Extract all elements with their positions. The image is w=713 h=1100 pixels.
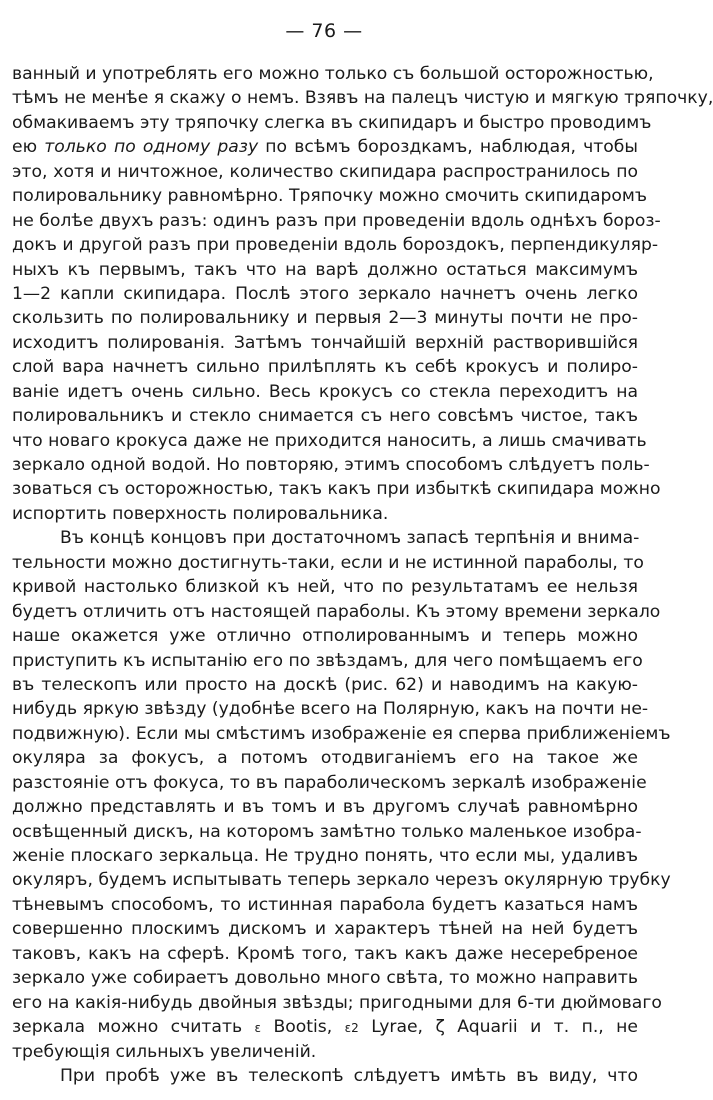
text-line: приступить къ испытанію его по звѣздамъ, для чего помѣщаемъ его	[12, 650, 643, 671]
text-line: ванный и употреблять его можно только съ большой осторожностью,	[12, 64, 654, 84]
paragraph-2	[12, 526, 671, 1064]
text-line: должно представлять и въ томъ и въ другомъ случаѣ равномѣрно	[12, 797, 638, 818]
text-line: таковъ, какъ на сферѣ. Кромѣ того, такъ какъ даже несеребреное	[12, 943, 638, 964]
text-line: окуляръ, будемъ испытывать теперь зеркало черезъ окулярную трубку	[12, 870, 671, 891]
text-line: его на какія-нибудь двойныя звѣзды; пригодными для 6-ти дюймоваго	[12, 992, 662, 1013]
text-segment: по всѣмъ бороздкамъ, наблюдая, чтобы	[258, 137, 638, 158]
text-segment: Bootis,	[261, 1017, 345, 1038]
text-line: полировальникъ и стекло снимается съ него совсѣмъ чистое, такъ	[12, 406, 638, 427]
text-line: кривой настолько близкой къ ней, что по результатамъ ее нельзя	[12, 577, 638, 598]
paragraph-1	[12, 62, 713, 526]
text-line: При пробѣ уже въ телескопѣ слѣдуетъ имѣть въ виду, что	[60, 1065, 638, 1086]
text-line: это, хотя и ничтожное, количество скипидара распространилось по	[12, 161, 638, 182]
text-line: въ телескопъ или просто на доскѣ (рис. 62) и наводимъ на какую-	[12, 674, 638, 695]
text-segment: зеркала можно считать	[12, 1017, 255, 1038]
text-line: что новаго крокуса даже не приходится наносить, а лишь смачивать	[12, 430, 647, 451]
text-line: зеркало уже собираетъ довольно много свѣта, то можно направить	[12, 968, 638, 989]
text-line: ныхъ къ первымъ, такъ что на варѣ должно остаться максимумъ	[12, 259, 638, 280]
star-symbol: ε2	[344, 1021, 359, 1036]
emphasis-text: только по одному разу	[44, 137, 259, 158]
text-segment: Aquarii и т. п., не	[444, 1017, 638, 1038]
text-line: испортить поверхность полировальника.	[12, 503, 389, 524]
text-segment: ею	[12, 137, 45, 158]
text-line: докъ и другой разъ при проведеніи вдоль бороздокъ, перпендикуляр-	[12, 235, 659, 256]
text-line: зеркало одной водой. Но повторяю, этимъ способомъ слѣдуетъ поль-	[12, 455, 650, 475]
text-line: не болѣе двухъ разъ: одинъ разъ при проведеніи вдоль однѣхъ бороз-	[12, 210, 661, 231]
text-line: совершенно плоскимъ дискомъ и характеръ тѣней на ней будетъ	[12, 919, 638, 940]
body-text	[12, 62, 713, 1088]
text-line	[12, 1015, 638, 1039]
paragraph-3	[12, 1064, 638, 1088]
text-line: требующія сильныхъ увеличеній.	[12, 1041, 317, 1062]
page-number: — 76 —	[285, 20, 363, 42]
text-line: полировальнику равномѣрно. Тряпочку можно смочить скипидаромъ	[12, 186, 648, 207]
text-line: Въ концѣ концовъ при достаточномъ запасѣ терпѣнія и внима-	[60, 528, 640, 549]
text-line: обмакиваемъ эту тряпочку слегка въ скипидаръ и быстро проводимъ	[12, 112, 652, 133]
text-line: 1—2 капли скипидара. Послѣ этого зеркало начнетъ очень легко	[12, 283, 638, 304]
text-line: тельности можно достигнуть-таки, если и не истинной параболы, то	[12, 552, 644, 573]
text-line: разстояніе отъ фокуса, то въ параболическомъ зеркалѣ изображеніе	[12, 772, 647, 793]
text-line: окуляра за фокусъ, а потомъ отодвиганіемъ его на такое же	[12, 748, 638, 769]
text-line: тѣневымъ способомъ, то истинная парабола будетъ казаться намъ	[12, 894, 638, 915]
text-line	[12, 135, 638, 159]
text-line: тѣмъ не менѣе я скажу о немъ. Взявъ на палецъ чистую и мягкую тряпочку,	[12, 88, 713, 109]
text-line: освѣщенный дискъ, на которомъ замѣтно только маленькое изобра-	[12, 821, 642, 842]
text-line: нибудь яркую звѣзду (удобнѣе всего на Полярную, какъ на почти не-	[12, 699, 649, 720]
text-line: ваніе идетъ очень сильно. Весь крокусъ со стекла переходитъ на	[12, 381, 638, 402]
text-segment: Lyrae,	[358, 1017, 436, 1038]
text-line: скользить по полировальнику и первыя 2—3 минуты почти не про-	[12, 308, 638, 329]
text-line: зоваться съ осторожностью, такъ какъ при избыткѣ скипидара можно	[12, 479, 661, 500]
text-line: будетъ отличить отъ настоящей параболы. Къ этому времени зеркало	[12, 601, 661, 622]
text-line: подвижную). Если мы смѣстимъ изображеніе ея сперва приближеніемъ	[12, 723, 671, 744]
text-line: наше окажется уже отлично отполированнымъ и теперь можно	[12, 626, 638, 647]
text-line: исходитъ полированія. Затѣмъ тончайшій верхній растворившійся	[12, 332, 638, 353]
star-symbol: ε	[254, 1021, 262, 1036]
text-line: слой вара начнетъ сильно прилѣплять къ себѣ крокусъ и полиро-	[12, 357, 638, 378]
star-symbol: ζ	[435, 1017, 445, 1038]
text-line: женіе плоскаго зеркальца. Не трудно понять, что если мы, удаливъ	[12, 846, 638, 866]
